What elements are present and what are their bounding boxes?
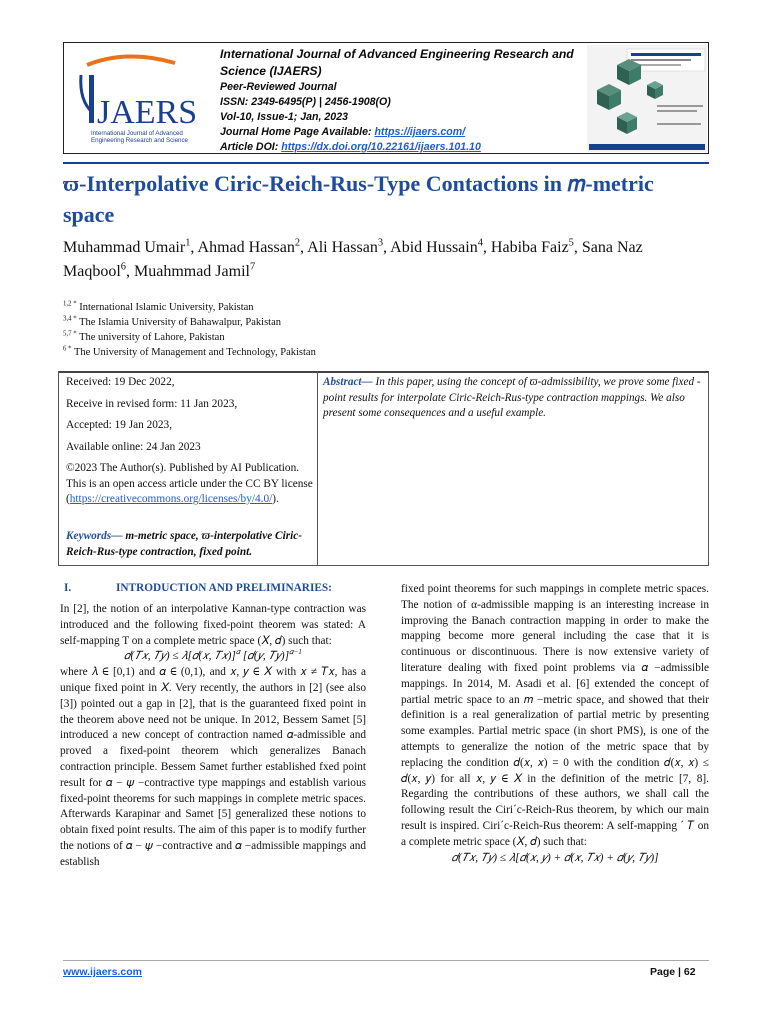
doi-line: Article DOI: https://dx.doi.org/10.22161/ijaers.101.10: [220, 141, 481, 153]
paragraph: where 𝜆 ∈ [0,1) and 𝛼 ∈ (0,1), and 𝑥, 𝑦 ∈ 𝑋 with 𝑥 ≠ 𝑇𝑥, has a unique fixed point in 𝑋. Very recently, the authors in [2] (see also [3]) pointed out a gap in [2], that is the guaranteed fixed point in the theorem above need not be unique. In 2012, Bessem Samet [5] introduced a new concept of contraction named 𝛼-admissible and proved a fixed-point theorem which generalizes Banach contraction principle. Bessem Samet further established fxed point result for 𝛼 − 𝜓 −contractive type mappings and establish various fixed-point theorems for such mappings in complete metric spaces. Afterwards Karapinar and Samet [5] generalized these notions to obtain fixed point results. The aim of this paper is to modify further the notions of 𝛼 − 𝜓 −contractive and 𝛼 −admissible mappings and establish: [60, 666, 366, 868]
author: Habiba Faiz: [490, 239, 569, 256]
copyright-notice: ©2023 The Author(s). Published by AI Publication. This is an open access article under the CC BY license (https://creativecommons.org/licenses/by/4.0/).: [66, 462, 313, 505]
author: Sana Naz Maqbool: [63, 239, 643, 280]
paragraph: In [2], the notion of an interpolative Kannan-type contraction was introduced and the following fixed-point theorem was stated: A self-mapping T on a complete metric space (𝑋, 𝑑) such that:: [60, 603, 366, 647]
svg-text:JAERS: JAERS: [97, 94, 198, 131]
license-link[interactable]: https://creativecommons.org/licenses/by/4.0/: [69, 493, 273, 505]
ijaers-logo: [67, 53, 207, 145]
keywords: Keywords— m-metric space, ϖ-interpolative Ciric-Reich-Rus-type contraction, fixed point.: [66, 530, 303, 558]
author: Ahmad Hassan: [197, 239, 295, 256]
paragraph: fixed point theorems for such mappings in complete metric spaces. The notion of α-admissible mapping is an interesting increase in improving the Banach contraction mapping in order to make the mapping become more general including the case that it is continuous or discontinuous. There is now extensive variety of literature dealing with fixed point problems via 𝛼 −admissible mappings. In 2014, M. Asadi et al. [6] extended the concept of partial metric space to an 𝑚 −metric space, and showed that their definition is a real generalization of partial metric by presenting some examples. Partial metric space (in short PMS), is one of the attempts to generalize the notion of the metric space that by replacing the condition 𝑑(𝑥, 𝑥) = 0 with the condition 𝑑(𝑥, 𝑥) ≤ 𝑑(𝑥, 𝑦) for all 𝑥, 𝑦 ∈ 𝑋 in the definition of the metric [7, 8]. Regarding the contributions of these authors, we shall call the following result the Ciri´c-Reich-Rus theorem, by which our main result is inspired. Ciri´c-Reich-Rus theorem: A self-mapping ´ 𝑇 on a complete metric space (𝑋, 𝑑) such that:: [401, 583, 709, 848]
abstract: Abstract— In this paper, using the concept of ϖ-admissibility, we prove some fixed -point results for interpolate Ciric-Reich-Rus-type contraction mappings. We also present some consequences and a useful example.: [323, 376, 701, 419]
author: Muahmmad Jamil: [133, 263, 250, 280]
equation-2: 𝑑(𝑇𝑥, 𝑇𝑦) ≤ 𝜆[𝑑(𝑥, 𝑦) + 𝑑(𝑥, 𝑇𝑥) + 𝑑(𝑦, 𝑇𝑦)]: [451, 851, 659, 864]
header-divider: [63, 162, 709, 164]
journal-header: [63, 42, 709, 154]
author: Abid Hussain: [390, 239, 478, 256]
volume: Vol-10, Issue-1; Jan, 2023: [220, 111, 348, 123]
issn: ISSN: 2349-6495(P) | 2456-1908(O): [220, 96, 391, 108]
right-column: [401, 582, 709, 866]
footer-divider: [63, 960, 709, 961]
equation-1: 𝑑(𝑇𝑥, 𝑇𝑦) ≤ 𝜆[𝑑(𝑥, 𝑇𝑥)]$^𝛼$ [𝑑(𝑦, 𝑇𝑦)]$^{𝛼-1}$: [124, 647, 302, 663]
affiliation: $^{6 *}$ The University of Management and Technology, Pakistan: [63, 345, 316, 358]
affiliation: $^{1,2 *}$ International Islamic University, Pakistan: [63, 300, 254, 313]
affiliation: $^{3,4 *}$ The Islamia University of Bahawalpur, Pakistan: [63, 315, 282, 328]
received-date: Received: 19 Dec 2022,: [66, 376, 175, 388]
peer-reviewed: Peer-Reviewed Journal: [220, 81, 337, 93]
paper-title: ϖ-Interpolative Ciric-Reich-Rus-Type Contactions in 𝑚-metric space: [63, 171, 654, 227]
journal-info: [220, 46, 580, 155]
left-column: [60, 602, 366, 871]
page-number: Page | 62: [650, 966, 696, 978]
svg-text:Engineering Research and Scien: Engineering Research and Science: [91, 137, 188, 144]
article-dates: [66, 375, 314, 514]
author-list: Muhammad Umair$^1$, Ahmad Hassan$^2$, Ali Hassan$^3$, Abid Hussain$^4$, Habiba Faiz$^5$, Sana Naz Maqbool$^6$, Muahmmad Jamil$^7$: [63, 237, 643, 280]
footer-site-link[interactable]: www.ijaers.com: [63, 966, 142, 978]
doi-link[interactable]: https://dx.doi.org/10.22161/ijaers.101.10: [281, 141, 481, 153]
online-date: Available online: 24 Jan 2023: [66, 440, 201, 453]
section-heading: I. INTRODUCTION AND PRELIMINARIES:: [64, 582, 332, 594]
revised-date: Receive in revised form: 11 Jan 2023,: [66, 397, 238, 410]
journal-cover-image: [587, 45, 707, 152]
svg-text:International Journal of Advan: International Journal of Advanced: [91, 130, 183, 137]
accepted-date: Accepted: 19 Jan 2023,: [66, 419, 173, 431]
author: Muhammad Umair: [63, 239, 186, 256]
author: Ali Hassan: [307, 239, 378, 256]
home-page-link[interactable]: https://ijaers.com/: [374, 126, 466, 138]
home-page-line: Journal Home Page Available: https://ijaers.com/: [220, 126, 466, 138]
journal-title: International Journal of Advanced Engineering Research and Science (IJAERS): [220, 47, 574, 78]
affiliations: [63, 300, 563, 360]
affiliation: $^{5,7 *}$ The university of Lahore, Pakistan: [63, 330, 225, 343]
